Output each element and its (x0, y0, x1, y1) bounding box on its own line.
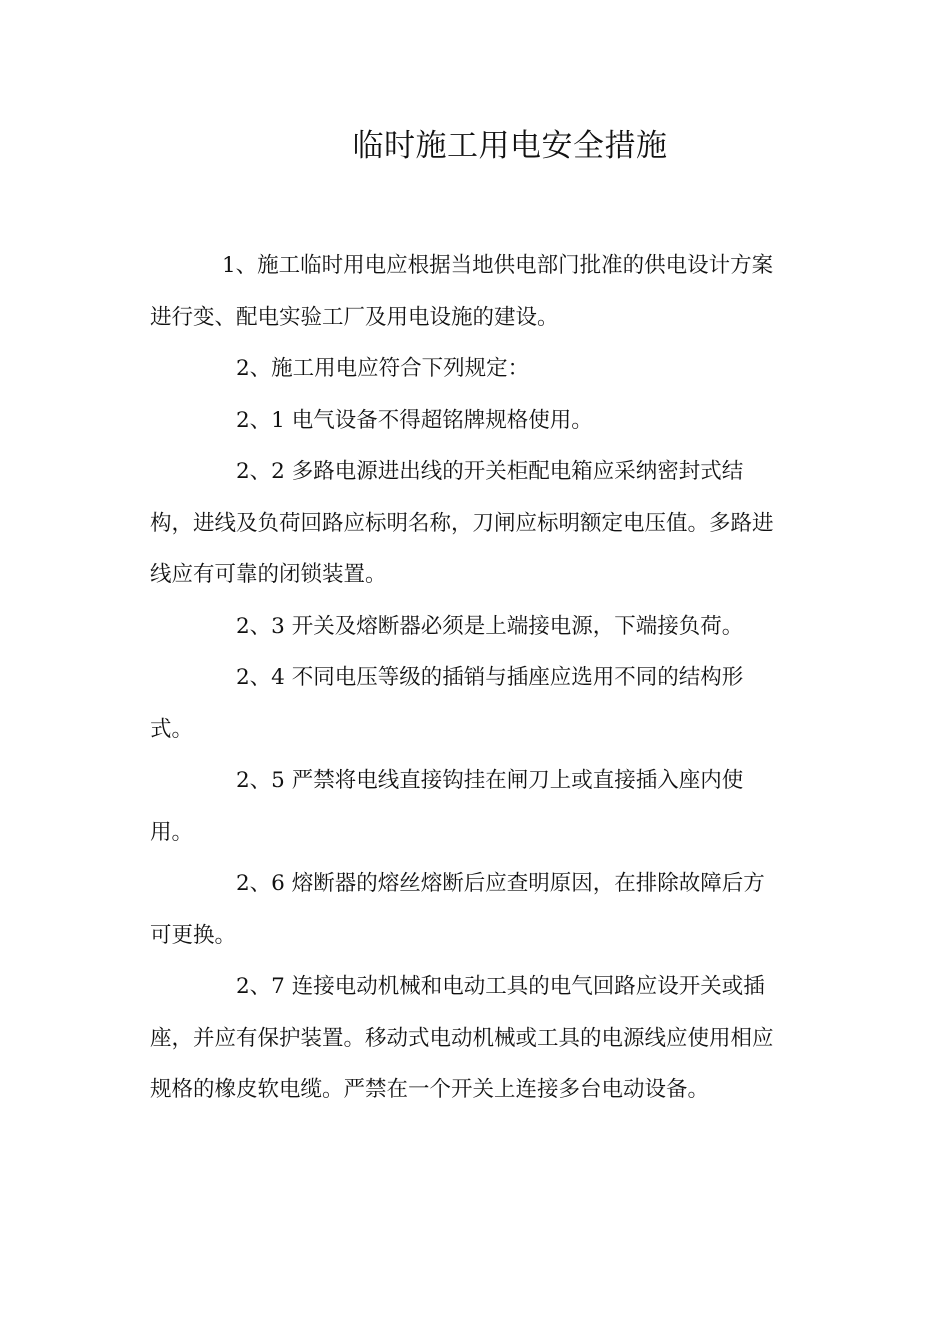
paragraph-line: 2、3 开关及熔断器必须是上端接电源，下端接负荷。 (236, 613, 744, 639)
paragraph-2-3 (150, 601, 800, 653)
paragraph-line: 用。 (150, 819, 194, 845)
paragraph-line: 2、5 严禁将电线直接钩挂在闸刀上或直接插入座内使 (236, 768, 744, 793)
paragraph-line: 进行变、配电实验工厂及用电设施的建设。 (150, 304, 559, 330)
paragraph-1 (150, 240, 800, 343)
paragraph-2-1 (150, 395, 800, 447)
paragraph-line: 构，进线及负荷回路应标明名称，刀闸应标明额定电压值。多路进 (150, 510, 774, 536)
paragraph-2-6 (150, 858, 800, 961)
document-body (150, 240, 800, 1116)
paragraph-line: 2、1 电气设备不得超铭牌规格使用。 (236, 407, 593, 433)
paragraph-2-5 (150, 755, 800, 858)
paragraph-2-2 (150, 446, 800, 601)
paragraph-line: 1、施工临时用电应根据当地供电部门批准的供电设计方案 (222, 253, 774, 278)
paragraph-line: 2、7 连接电动机械和电动工具的电气回路应设开关或插 (236, 974, 765, 999)
paragraph-line: 规格的橡皮软电缆。严禁在一个开关上连接多台电动设备。 (150, 1077, 710, 1102)
paragraph-line: 座，并应有保护装置。移动式电动机械或工具的电源线应使用相应 (150, 1025, 774, 1051)
paragraph-line: 2、2 多路电源进出线的开关柜配电箱应采纳密封式结 (236, 459, 744, 484)
paragraph-2-4 (150, 652, 800, 755)
paragraph-line: 2、施工用电应符合下列规定： (236, 356, 530, 381)
paragraph-2 (150, 343, 800, 395)
paragraph-line: 可更换。 (150, 922, 237, 948)
paragraph-line: 2、6 熔断器的熔丝熔断后应查明原因，在排除故障后方 (236, 871, 765, 896)
paragraph-line: 式。 (150, 716, 194, 742)
paragraph-line: 2、4 不同电压等级的插销与插座应选用不同的结构形 (236, 665, 744, 690)
page-title: 临时施工用电安全措施 (352, 128, 668, 164)
paragraph-2-7 (150, 961, 800, 1116)
paragraph-line: 线应有可靠的闭锁装置。 (150, 562, 387, 587)
